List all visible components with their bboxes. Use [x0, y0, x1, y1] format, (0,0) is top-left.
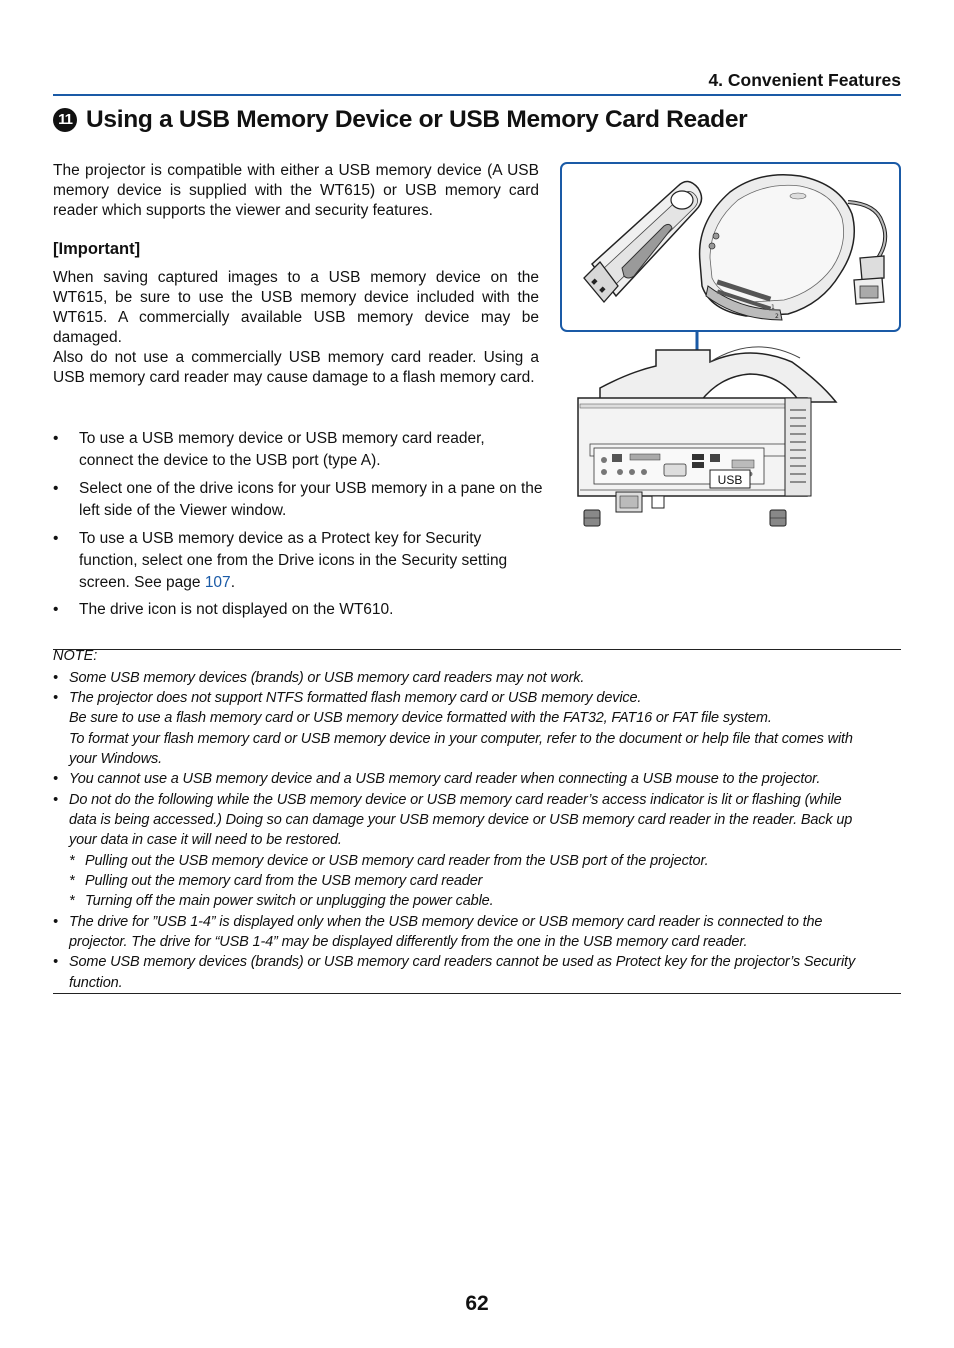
intro-paragraph: The projector is compatible with either a USB memory device (A USB memory device is supplied with the WT615) or USB memory card reader which supports the viewer and security features. [53, 162, 539, 219]
note-bullet: • [53, 914, 58, 930]
slot-2-label: 2 [775, 313, 779, 320]
bullet-dot: • [53, 601, 59, 618]
note-label: NOTE: [53, 648, 98, 664]
note-star: * [69, 893, 75, 909]
note-star: * [69, 853, 75, 869]
usb-connection-figure [560, 162, 902, 530]
page-number: 62 [465, 1292, 489, 1315]
page-link-107[interactable]: 107 [204, 574, 231, 591]
note-bullet: • [53, 670, 58, 686]
page-title-text: Using a USB Memory Device or USB Memory Card Reader [86, 106, 748, 133]
bullet-text: To use a USB memory device or USB memory card reader, connect the device to the USB port (type A). [79, 430, 485, 469]
important-paragraph-2: Also do not use a commercially USB memory card reader. Using a USB memory card reader may cause damage to a flash memory card. [53, 349, 539, 386]
note-text: Turning off the main power switch or unplugging the power cable. [85, 893, 494, 909]
bullet-text-pre: To use a USB memory device as a Protect key for Security function, select one from the Drive icons in the Security setting screen. See page [79, 530, 508, 591]
bullet-dot: • [53, 480, 59, 497]
note-bullet: • [53, 690, 58, 706]
important-paragraph-1: When saving captured images to a USB memory device on the WT615, be sure to use the USB memory device included with the WT615. A commercially available USB memory device may be damaged. [53, 269, 539, 346]
note-continuation: projector. The drive for “USB 1-4” may be displayed differently from the one in the USB memory card reader. [69, 934, 748, 950]
bullet-text [79, 528, 543, 594]
note-text: The drive for ”USB 1-4” is displayed only when the USB memory device or USB memory card reader is connected to the [69, 914, 823, 930]
bullet-dot: • [53, 530, 59, 547]
note-text: Some USB memory devices (brands) or USB memory card readers may not work. [69, 670, 585, 686]
note-continuation: data is being accessed.) Doing so can damage your USB memory device or USB memory card reader in the reader. Back up [69, 812, 853, 828]
note-bullet: • [53, 771, 58, 787]
bullet-text-post: . [230, 574, 235, 591]
note-text: Pulling out the memory card from the USB memory card reader [85, 873, 483, 889]
note-text: The projector does not support NTFS formatted flash memory card or USB memory device. [69, 690, 642, 706]
note-text: Pulling out the USB memory device or USB memory card reader from the USB port of the projector. [85, 853, 709, 869]
note-continuation: To format your flash memory card or USB memory device in your computer, refer to the document or help file that comes with [69, 731, 853, 747]
page-title [53, 106, 901, 134]
note-text: You cannot use a USB memory device and a USB memory card reader when connecting a USB mouse to the projector. [69, 771, 821, 787]
section-number-badge: 11 [53, 108, 77, 132]
note-top-rule [53, 649, 901, 650]
note-text: Do not do the following while the USB memory device or USB memory card reader’s access indicator is lit or flashing (while [69, 792, 842, 808]
important-heading: [Important] [53, 240, 141, 258]
note-bullet: • [53, 792, 58, 808]
header-rule [53, 94, 901, 96]
note-text: Some USB memory devices (brands) or USB memory card readers cannot be used as Protect key for the projector’s Security [69, 954, 856, 970]
section-header: 4. Convenient Features [708, 70, 901, 90]
slot-1-label: 1 [771, 304, 775, 311]
note-bullet: • [53, 954, 58, 970]
bullet-dot: • [53, 430, 59, 447]
bullet-text: The drive icon is not displayed on the WT610. [79, 601, 394, 618]
note-continuation: your data in case it will need to be restored. [69, 832, 342, 848]
usb-port-label: USB [717, 473, 743, 487]
note-continuation: your Windows. [69, 751, 163, 767]
note-star: * [69, 873, 75, 889]
bullet-text: Select one of the drive icons for your USB memory in a pane on the left side of the Viewer window. [79, 480, 543, 519]
note-continuation: function. [69, 975, 123, 991]
note-bottom-rule [53, 993, 901, 994]
projector-rear-image [578, 347, 836, 526]
note-continuation: Be sure to use a flash memory card or USB memory device formatted with the FAT32, FAT16 or FAT file system. [69, 710, 772, 726]
